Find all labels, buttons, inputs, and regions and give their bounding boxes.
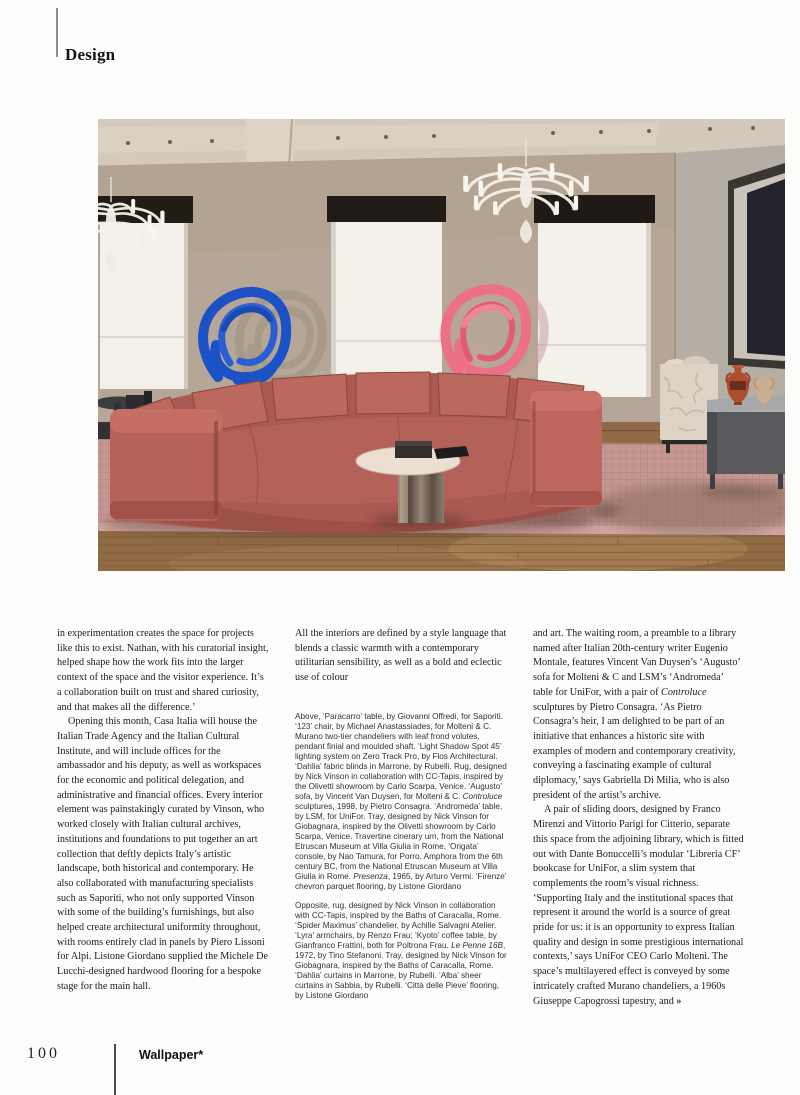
page-number: 100 — [27, 1045, 60, 1062]
framed-artwork — [728, 163, 785, 369]
window-right — [534, 195, 655, 397]
caption-above: Above, ‘Paracarro’ table, by Giovanni Offredi, for Saporiti. ‘123’ chair, by Michael Anastassiades, for Molteni & C. Murano two-tier chandeliers with leaf frond volutes, pendant finial and moulded shaft. ‘Light Shadow Spot 45’ lighting system on Zero Track Pro, by Flos Architectural. ‘Dahlia’ fabric blinds in Marrone, by Rubelli. Rug, designed by Nick Vinson in collaboration with CC-Tapis, inspired by the Olivetti showroom by Carlo Scarpa, Venice. ‘Augusto’ sofa, by Vincent Van Duysen, for Molteni & C. Controluce sculptures, 1998, by Pietro Consagra. ‘Andromeda’ table, by LSM, for UniFor. Tray, designed by Nick Vinson for Giobagnara, inspired by the Olivetti showroom by Carlo Scarpa, Venice. Travertine cinerary urn, from the National Etruscan Museum at Villa Giulia in Rome. ‘Origata’ console, by Nao Tamura, for Porro. Amphora from the 6th century BC, from the National Etruscan Museum at Villa Giulia in Rome. Presenza, 1965, by Arturo Vermi. ‘Firenze’ chevron parquet flooring, by Listone Giordano — [295, 711, 507, 891]
section-title: Design — [65, 45, 116, 65]
body-paragraph: Opening this month, Casa Italia will house the Italian Trade Agency and the Italian Cultural Institute, and will include offices for the ambassador and his deputy, as well as workspaces for the economic and political delegation, and administrative and financial offices. Every interior element was painstakingly curated by Vinson, who worked closely with Italian cultural archives, institutions and foundations to put together an art collection that deftly depicts Italy’s artistic landscape, both historical and contemporary. He also collaborated with manufacturing specialists such as Saporiti, who not only supported Vinson with some of the building’s furnishings, but also helped create architectural uniformity throughout, with rooms entirely clad in panels by Piero Lissoni for Alpi. Listone Giordano supplied the Michele De Lucchi-designed hardwood flooring for a bespoke stage for the main hall. — [57, 716, 269, 992]
interior-photo — [98, 119, 785, 571]
column-3 — [533, 627, 745, 1009]
column-2 — [295, 627, 507, 1009]
section-rule — [56, 8, 58, 57]
caption-opposite: Opposite, rug, designed by Nick Vinson in collaboration with CC-Tapis, inspired by the Baths of Caracalla, Rome. ‘Spider Maximus’ chandelier, by Achille Salvagni Atelier. ‘Lyra’ armchairs, by Renzo Frau; ‘Kyoto’ coffee table, by Gianfranco Frattini, both for Poltrona Frau. Le Penne 16B, 1972, by Tino Stefanoni. Tray, designed by Nick Vinson for Giobagnara, inspired by the Baths of Caracalla, Rome. ‘Dahlia’ curtains in Marrone, by Rubelli. ‘Alba’ sheer curtains in Sabbia, by Rubelli. ‘Città delle Pieve’ flooring, by Listone Giordano — [295, 900, 507, 1000]
intro-paragraph: All the interiors are defined by a style language that blends a classic warmth with a contemporary utilitarian sensibility, as well as a bold and eclectic use of colour — [295, 628, 507, 684]
magazine-logo: Wallpaper* — [139, 1048, 204, 1062]
article-columns — [57, 627, 745, 1009]
body-paragraph: and art. The waiting room, a preamble to a library named after Italian 20th-century writer Eugenio Montale, features Vincent Van Duysen’s ‘Augusto’ sofa for Molteni & C and LSM’s ‘Andromeda’ table for UniFor, with a pair of Controluce sculptures by Pietro Consagra. ‘As Pietro Consagra’s heir, I am delighted to be part of an initiative that enhances a historic site with examples of modern and contemporary creativity, conveying a fascinating example of cultural diplomacy,’ says Gabriella Di Milia, who is also president of the artist’s archive. — [533, 628, 741, 801]
body-paragraph: A pair of sliding doors, designed by Franco Mirenzi and Vittorio Parigi for Citterio, separate this space from the adjoining library, which is fitted out with Dante Bonuccelli’s modular ‘Libreria CF’ bookcase for UniFor, a slim system that complements the room’s visual richness. ‘Supporting Italy and the institutional spaces that represent it around the world is a source of great pride for us: it is an opportunity to express Italian quality and design in some prestigious international contexts,’ says UniFor CEO Carlo Molteni. The space’s multilayered effect is conveyed by some intricately crafted Murano chandeliers, a 1960s Giuseppe Capogrossi tapestry, and » — [533, 804, 744, 1007]
column-1 — [57, 627, 269, 1009]
footer-rule — [114, 1044, 116, 1095]
window-center — [327, 196, 446, 394]
body-paragraph: in experimentation creates the space for projects like this to exist. Nathan, with his curatorial insight, helped shape how the work fits into the larger context of the space and the visitor experience. It’s a collaboration built on trust and shared curiosity, and that makes all the difference.’ — [57, 628, 269, 713]
